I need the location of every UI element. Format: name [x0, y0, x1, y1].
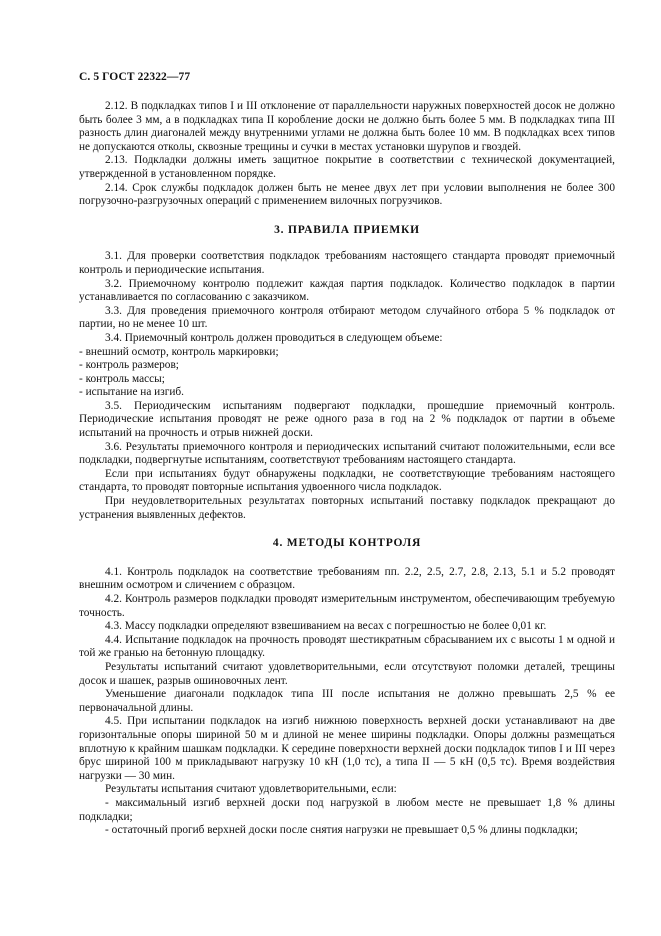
paragraph-3-1: 3.1. Для проверки соответствия подкладок требованиям настоящего стандарта проводят приемочный контроль и периодические испытания.	[79, 250, 615, 276]
paragraph-3-5: 3.5. Периодическим испытаниям подвергают подкладки, прошедшие приемочный контроль. Периодические испытания проводят не реже одного раза в год на 2 % подкладок от партии в объеме испытаний на прочность и отрыв нижней доски.	[79, 399, 615, 440]
paragraph-4-4: 4.4. Испытание подкладок на прочность проводят шестикратным сбрасыванием их с высоты 1 м одной и той же гранью на бетонную площадку.	[79, 633, 615, 660]
paragraph-4-1: 4.1. Контроль подкладок на соответствие требованиям пп. 2.2, 2.5, 2.7, 2.8, 2.13, 5.1 и 5.2 проводят внешним осмотром и сличением с образцом.	[79, 565, 615, 592]
list-item: - внешний осмотр, контроль маркировки;	[79, 345, 279, 358]
paragraph-3-6-stop: При неудовлетворительных результатах повторных испытаний поставку подкладок прекращают до устранения выявленных дефектов.	[79, 495, 615, 521]
list-item: - контроль размеров;	[79, 359, 179, 372]
paragraph-4-5: 4.5. При испытании подкладок на изгиб нижнюю поверхность верхней доски устанавливают на две горизонтальные опоры шириной 50 м и длиной не менее ширины подкладки. Опоры должны размещаться вплотную к крайним шашкам подкладки. К середине поверхности верхней доски подкладок типов I и III через брус шириной 100 м прикладывают нагрузку 10 кН (1,0 тс), а типа II — 5 кН (0,5 тс). Время воздействия нагрузки — 30 мин.	[79, 715, 615, 782]
paragraph-4-5-results: Результаты испытания считают удовлетворительными, если:	[105, 783, 397, 796]
paragraph-2-14: 2.14. Срок службы подкладок должен быть не менее двух лет при условии выполнения не более 300 погрузочно-разгрузочных операций с применением вилочных погрузчиков.	[79, 181, 615, 208]
paragraph-4-4-diagonal: Уменьшение диагонали подкладок типа III после испытания не должно превышать 2,5 % ее первоначальной длины.	[79, 688, 615, 714]
paragraph-3-6: 3.6. Результаты приемочного контроля и периодических испытаний считают положительными, если все подкладки, подвергнутые испытаниям, соответствуют требованиям настоящего стандарта.	[79, 440, 615, 467]
document-body	[79, 100, 615, 838]
paragraph-3-2: 3.2. Приемочному контролю подлежит каждая партия подкладок. Количество подкладок в партии устанавливается по согласованию с заказчиком.	[79, 277, 615, 304]
list-item: - испытание на изгиб.	[79, 386, 184, 399]
paragraph-4-4-results: Результаты испытаний считают удовлетворительными, если отсутствуют поломки деталей, трещины досок и шашек, разрыв ошиновочных лент.	[79, 660, 615, 687]
paragraph-3-3: 3.3. Для проведения приемочного контроля отбирают методом случайного отбора 5 % подкладок от партии, но не менее 10 шт.	[79, 304, 615, 331]
paragraph-4-3: 4.3. Массу подкладки определяют взвешиванием на весах с погрешностью не более 0,01 кг.	[105, 620, 547, 633]
paragraph-3-4: 3.4. Приемочный контроль должен проводиться в следующем объеме:	[105, 331, 443, 344]
paragraph-2-12: 2.12. В подкладках типов I и III отклонение от параллельности наружных поверхностей досок не должно быть более 3 мм, а в подкладках типа II коробление доски не должно быть более 5 мм. В подкладках типа III разность длин диагоналей между внутренними углами не должна быть более 10 мм. В подкладках всех типов не допускаются отколы, сквозные трещины и сучки в местах установки шурупов и гвоздей.	[79, 100, 615, 153]
paragraph-2-13: 2.13. Подкладки должны иметь защитное покрытие в соответствии с технической документацией, утвержденной в установленном порядке.	[79, 154, 615, 180]
paragraph-4-5-max-bend: - максимальный изгиб верхней доски под нагрузкой в любом месте не превышает 1,8 % длины подкладки;	[79, 796, 615, 823]
section-3-heading: 3. ПРАВИЛА ПРИЕМКИ	[274, 223, 420, 236]
section-4-heading: 4. МЕТОДЫ КОНТРОЛЯ	[272, 537, 422, 550]
page-header: С. 5 ГОСТ 22322—77	[79, 71, 191, 83]
paragraph-4-5-residual: - остаточный прогиб верхней доски после снятия нагрузки не превышает 0,5 % длины подкладки;	[105, 824, 578, 837]
list-item: - контроль массы;	[79, 372, 165, 385]
paragraph-4-2: 4.2. Контроль размеров подкладки проводят измерительным инструментом, обеспечивающим требуемую точность.	[79, 593, 615, 619]
paragraph-3-6-retest: Если при испытаниях будут обнаружены подкладки, не соответствующие требованиям настоящего стандарта, то проводят повторные испытания удвоенного числа подкладок.	[79, 467, 615, 494]
